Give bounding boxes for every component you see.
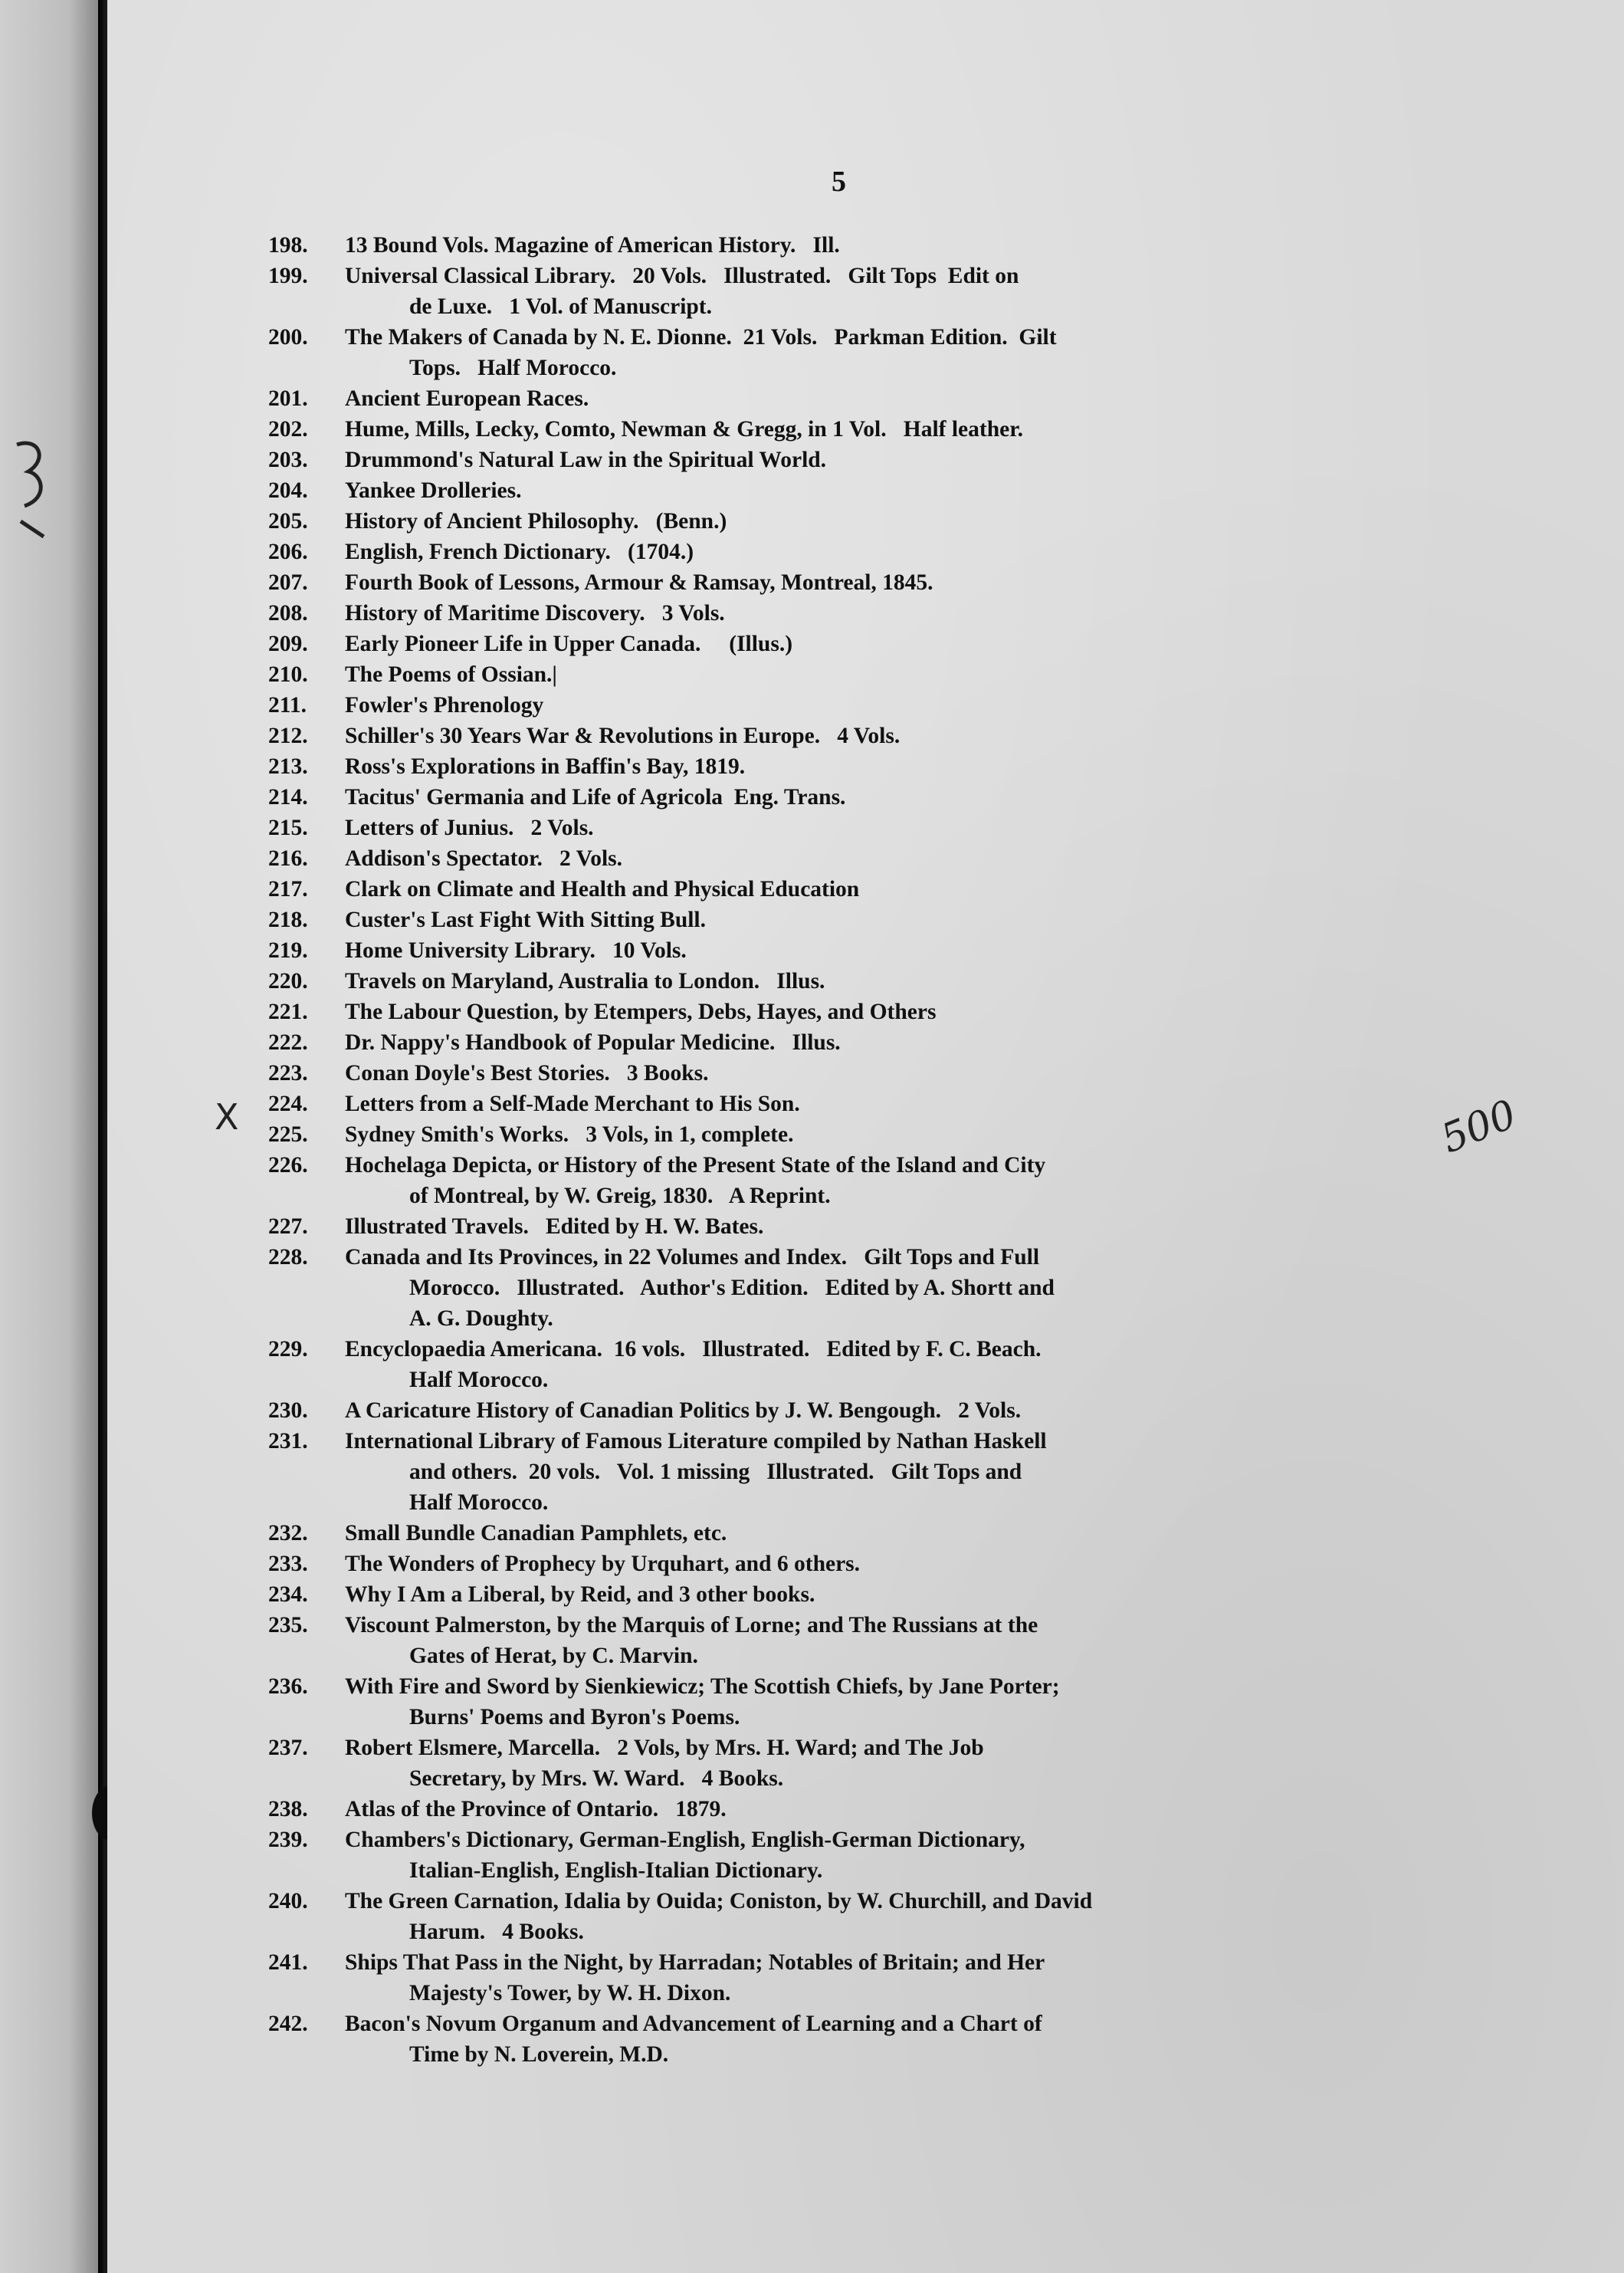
handwritten-x-mark: X bbox=[215, 1096, 239, 1138]
entry-text bbox=[345, 935, 1418, 966]
entry-number: 223. bbox=[268, 1061, 308, 1086]
catalog-entry bbox=[268, 1549, 1418, 1579]
entry-line: Hochelaga Depicta, or History of the Present State of the Island and City bbox=[345, 1153, 1046, 1178]
entry-line: Travels on Maryland, Australia to London. Illus. bbox=[345, 969, 825, 994]
entry-text bbox=[345, 1119, 1418, 1150]
entry-text bbox=[345, 537, 1418, 567]
entry-text bbox=[345, 445, 1418, 475]
entry-number: 230. bbox=[268, 1398, 308, 1423]
entry-text bbox=[345, 1027, 1418, 1058]
entry-text bbox=[345, 1518, 1418, 1549]
entry-text bbox=[345, 997, 1418, 1027]
entry-number: 235. bbox=[268, 1613, 308, 1637]
entry-text bbox=[345, 383, 1418, 414]
entry-line: Clark on Climate and Health and Physical Education bbox=[345, 877, 860, 902]
catalog-entry bbox=[268, 598, 1418, 629]
entry-line: Ships That Pass in the Night, by Harradan; Notables of Britain; and Her bbox=[345, 1950, 1045, 1975]
entry-number: 221. bbox=[268, 1000, 308, 1024]
entry-line: Atlas of the Province of Ontario. 1879. bbox=[345, 1797, 727, 1821]
entry-line: Fowler's Phrenology bbox=[345, 693, 544, 718]
entry-text bbox=[345, 690, 1418, 721]
catalog-list bbox=[268, 230, 1418, 2070]
entry-text bbox=[345, 1395, 1418, 1426]
catalog-entry bbox=[268, 690, 1418, 721]
entry-number: 229. bbox=[268, 1337, 308, 1362]
facing-page-edge bbox=[0, 0, 98, 2273]
catalog-entry bbox=[268, 629, 1418, 659]
catalog-entry bbox=[268, 1671, 1418, 1733]
entry-line: Small Bundle Canadian Pamphlets, etc. bbox=[345, 1521, 727, 1545]
entry-continuation-line: of Montreal, by W. Greig, 1830. A Reprint. bbox=[409, 1184, 831, 1208]
entry-text bbox=[345, 567, 1418, 598]
entry-text bbox=[345, 1150, 1418, 1211]
catalog-entry bbox=[268, 1825, 1418, 1886]
entry-number: 208. bbox=[268, 601, 308, 626]
entry-line: Letters of Junius. 2 Vols. bbox=[345, 816, 594, 840]
catalog-entry bbox=[268, 782, 1418, 813]
catalog-entry bbox=[268, 721, 1418, 751]
catalog-entry bbox=[268, 659, 1418, 690]
entry-number: 234. bbox=[268, 1582, 308, 1607]
entry-number: 214. bbox=[268, 785, 308, 810]
entry-text bbox=[345, 1886, 1418, 1947]
entry-continuation-line: Morocco. Illustrated. Author's Edition. Edited by A. Shortt and bbox=[409, 1276, 1055, 1300]
entry-number: 211. bbox=[268, 693, 307, 718]
entry-number: 202. bbox=[268, 417, 308, 442]
entry-number: 215. bbox=[268, 816, 308, 840]
entry-number: 233. bbox=[268, 1552, 308, 1576]
entry-line: Addison's Spectator. 2 Vols. bbox=[345, 846, 623, 871]
entry-line: Chambers's Dictionary, German-English, English-German Dictionary, bbox=[345, 1828, 1025, 1852]
entry-text bbox=[345, 2009, 1418, 2070]
catalog-entry bbox=[268, 1119, 1418, 1150]
entry-line: Dr. Nappy's Handbook of Popular Medicine. Illus. bbox=[345, 1030, 841, 1055]
entry-line: Ancient European Races. bbox=[345, 386, 589, 411]
entry-line: Drummond's Natural Law in the Spiritual World. bbox=[345, 448, 827, 472]
entry-continuation-line: Gates of Herat, by C. Marvin. bbox=[409, 1644, 698, 1668]
catalog-entry bbox=[268, 966, 1418, 997]
entry-text bbox=[345, 1579, 1418, 1610]
entry-number: 228. bbox=[268, 1245, 308, 1270]
entry-continuation-line: Burns' Poems and Byron's Poems. bbox=[409, 1705, 740, 1729]
entry-number: 238. bbox=[268, 1797, 308, 1821]
entry-line: Universal Classical Library. 20 Vols. Illustrated. Gilt Tops Edit on bbox=[345, 264, 1019, 288]
entry-text bbox=[345, 1426, 1418, 1518]
catalog-entry bbox=[268, 1794, 1418, 1825]
entry-number: 231. bbox=[268, 1429, 308, 1453]
catalog-entry bbox=[268, 751, 1418, 782]
entry-text bbox=[345, 1549, 1418, 1579]
entry-continuation-line: Half Morocco. bbox=[409, 1490, 549, 1515]
catalog-entry bbox=[268, 322, 1418, 383]
entry-continuation-line: Time by N. Loverein, M.D. bbox=[409, 2042, 669, 2067]
entry-continuation-line: Italian-English, English-Italian Dictionary. bbox=[409, 1858, 823, 1883]
entry-text bbox=[345, 1794, 1418, 1825]
catalog-entry bbox=[268, 1089, 1418, 1119]
catalog-entry bbox=[268, 1518, 1418, 1549]
entry-number: 204. bbox=[268, 478, 308, 503]
entry-text bbox=[345, 905, 1418, 935]
entry-text bbox=[345, 322, 1418, 383]
entry-line: Illustrated Travels. Edited by H. W. Bates. bbox=[345, 1214, 764, 1239]
entry-text bbox=[345, 1334, 1418, 1395]
entry-text bbox=[345, 721, 1418, 751]
entry-number: 212. bbox=[268, 724, 308, 748]
entry-line: Conan Doyle's Best Stories. 3 Books. bbox=[345, 1061, 709, 1086]
entry-continuation-line: Tops. Half Morocco. bbox=[409, 356, 617, 380]
entry-line: History of Ancient Philosophy. (Benn.) bbox=[345, 509, 727, 534]
catalog-entry bbox=[268, 1334, 1418, 1395]
entry-line: Fourth Book of Lessons, Armour & Ramsay, Montreal, 1845. bbox=[345, 570, 933, 595]
entry-continuation-line: A. G. Doughty. bbox=[409, 1306, 553, 1331]
page-number: 5 bbox=[832, 166, 846, 198]
entry-text bbox=[345, 1089, 1418, 1119]
entry-continuation-line: and others. 20 vols. Vol. 1 missing Illustrated. Gilt Tops and bbox=[409, 1460, 1022, 1484]
entry-number: 225. bbox=[268, 1122, 308, 1147]
entry-number: 241. bbox=[268, 1950, 308, 1975]
entry-number: 217. bbox=[268, 877, 308, 902]
entry-text bbox=[345, 1610, 1418, 1671]
entry-number: 210. bbox=[268, 662, 308, 687]
catalog-entry bbox=[268, 506, 1418, 537]
catalog-entry bbox=[268, 813, 1418, 843]
entry-number: 216. bbox=[268, 846, 308, 871]
entry-number: 226. bbox=[268, 1153, 308, 1178]
entry-line: Viscount Palmerston, by the Marquis of Lorne; and The Russians at the bbox=[345, 1613, 1038, 1637]
entry-number: 219. bbox=[268, 938, 308, 963]
entry-continuation-line: Secretary, by Mrs. W. Ward. 4 Books. bbox=[409, 1766, 784, 1791]
entry-line: Sydney Smith's Works. 3 Vols, in 1, complete. bbox=[345, 1122, 794, 1147]
entry-line: History of Maritime Discovery. 3 Vols. bbox=[345, 601, 725, 626]
catalog-entry bbox=[268, 1886, 1418, 1947]
entry-number: 227. bbox=[268, 1214, 308, 1239]
entry-text bbox=[345, 414, 1418, 445]
entry-continuation-line: de Luxe. 1 Vol. of Manuscript. bbox=[409, 294, 713, 319]
entry-text bbox=[345, 261, 1418, 322]
entry-line: With Fire and Sword by Sienkiewicz; The Scottish Chiefs, by Jane Porter; bbox=[345, 1674, 1060, 1699]
entry-line: Bacon's Novum Organum and Advancement of Learning and a Chart of bbox=[345, 2012, 1042, 2036]
entry-line: Hume, Mills, Lecky, Comto, Newman & Gregg, in 1 Vol. Half leather. bbox=[345, 417, 1023, 442]
catalog-entry bbox=[268, 1242, 1418, 1334]
entry-line: 13 Bound Vols. Magazine of American History. Ill. bbox=[345, 233, 840, 258]
entry-number: 213. bbox=[268, 754, 308, 779]
entry-text bbox=[345, 1211, 1418, 1242]
entry-text bbox=[345, 751, 1418, 782]
entry-number: 200. bbox=[268, 325, 308, 350]
catalog-entry bbox=[268, 445, 1418, 475]
entry-text bbox=[345, 598, 1418, 629]
entry-text bbox=[345, 659, 1418, 690]
entry-text bbox=[345, 1825, 1418, 1886]
entry-number: 242. bbox=[268, 2012, 308, 2036]
catalog-entry bbox=[268, 1733, 1418, 1794]
handwritten-price-mark: 500 bbox=[1435, 1091, 1523, 1163]
entry-text bbox=[345, 1058, 1418, 1089]
entry-line: Encyclopaedia Americana. 16 vols. Illustrated. Edited by F. C. Beach. bbox=[345, 1337, 1042, 1362]
catalog-entry bbox=[268, 1610, 1418, 1671]
catalog-entry bbox=[268, 843, 1418, 874]
entry-number: 203. bbox=[268, 448, 308, 472]
entry-text bbox=[345, 1671, 1418, 1733]
entry-line: The Green Carnation, Idalia by Ouida; Coniston, by W. Churchill, and David bbox=[345, 1889, 1093, 1913]
entry-number: 239. bbox=[268, 1828, 308, 1852]
catalog-entry bbox=[268, 1426, 1418, 1518]
entry-line: Home University Library. 10 Vols. bbox=[345, 938, 687, 963]
entry-number: 198. bbox=[268, 233, 308, 258]
catalog-entry bbox=[268, 475, 1418, 506]
entry-line: Canada and Its Provinces, in 22 Volumes and Index. Gilt Tops and Full bbox=[345, 1245, 1040, 1270]
entry-line: Letters from a Self-Made Merchant to His Son. bbox=[345, 1092, 800, 1116]
entry-number: 222. bbox=[268, 1030, 308, 1055]
entry-line: The Labour Question, by Etempers, Debs, Hayes, and Others bbox=[345, 1000, 937, 1024]
entry-line: The Makers of Canada by N. E. Dionne. 21 Vols. Parkman Edition. Gilt bbox=[345, 325, 1057, 350]
catalog-entry bbox=[268, 567, 1418, 598]
entry-number: 207. bbox=[268, 570, 308, 595]
entry-number: 201. bbox=[268, 386, 308, 411]
entry-line: English, French Dictionary. (1704.) bbox=[345, 540, 694, 564]
entry-text bbox=[345, 230, 1418, 261]
entry-line: The Poems of Ossian.| bbox=[345, 662, 557, 687]
entry-number: 205. bbox=[268, 509, 308, 534]
entry-text bbox=[345, 506, 1418, 537]
catalog-entry bbox=[268, 997, 1418, 1027]
entry-number: 224. bbox=[268, 1092, 308, 1116]
entry-continuation-line: Half Morocco. bbox=[409, 1368, 549, 1392]
margin-scribble-icon bbox=[9, 429, 55, 552]
entry-text bbox=[345, 1242, 1418, 1334]
entry-number: 220. bbox=[268, 969, 308, 994]
entry-line: Tacitus' Germania and Life of Agricola Eng. Trans. bbox=[345, 785, 846, 810]
catalog-entry bbox=[268, 1211, 1418, 1242]
entry-line: Robert Elsmere, Marcella. 2 Vols, by Mrs. H. Ward; and The Job bbox=[345, 1736, 984, 1760]
entry-text bbox=[345, 843, 1418, 874]
entry-line: Early Pioneer Life in Upper Canada. (Illus.) bbox=[345, 632, 793, 656]
entry-line: Schiller's 30 Years War & Revolutions in Europe. 4 Vols. bbox=[345, 724, 901, 748]
entry-number: 237. bbox=[268, 1736, 308, 1760]
entry-number: 206. bbox=[268, 540, 308, 564]
entry-number: 232. bbox=[268, 1521, 308, 1545]
entry-number: 236. bbox=[268, 1674, 308, 1699]
entry-text bbox=[345, 1733, 1418, 1794]
entry-text bbox=[345, 782, 1418, 813]
catalog-entry bbox=[268, 1027, 1418, 1058]
entry-line: A Caricature History of Canadian Politics by J. W. Bengough. 2 Vols. bbox=[345, 1398, 1022, 1423]
entry-number: 209. bbox=[268, 632, 308, 656]
entry-text bbox=[345, 475, 1418, 506]
entry-line: Custer's Last Fight With Sitting Bull. bbox=[345, 908, 706, 932]
entry-continuation-line: Harum. 4 Books. bbox=[409, 1920, 584, 1944]
entry-text bbox=[345, 966, 1418, 997]
catalog-entry bbox=[268, 537, 1418, 567]
catalog-entry bbox=[268, 1058, 1418, 1089]
catalog-entry bbox=[268, 1579, 1418, 1610]
entry-text bbox=[345, 1947, 1418, 2009]
entry-text bbox=[345, 813, 1418, 843]
entry-line: Yankee Drolleries. bbox=[345, 478, 522, 503]
catalog-entry bbox=[268, 935, 1418, 966]
entry-text bbox=[345, 874, 1418, 905]
entry-line: International Library of Famous Literature compiled by Nathan Haskell bbox=[345, 1429, 1047, 1453]
entry-text bbox=[345, 629, 1418, 659]
entry-line: The Wonders of Prophecy by Urquhart, and 6 others. bbox=[345, 1552, 861, 1576]
catalog-entry bbox=[268, 1150, 1418, 1211]
catalog-entry bbox=[268, 905, 1418, 935]
catalog-entry bbox=[268, 2009, 1418, 2070]
entry-continuation-line: Majesty's Tower, by W. H. Dixon. bbox=[409, 1981, 731, 2005]
catalog-entry bbox=[268, 414, 1418, 445]
entry-line: Ross's Explorations in Baffin's Bay, 1819. bbox=[345, 754, 746, 779]
catalog-entry bbox=[268, 261, 1418, 322]
entry-number: 199. bbox=[268, 264, 308, 288]
catalog-entry bbox=[268, 1947, 1418, 2009]
catalog-entry bbox=[268, 1395, 1418, 1426]
catalog-entry bbox=[268, 874, 1418, 905]
entry-number: 240. bbox=[268, 1889, 308, 1913]
entry-line: Why I Am a Liberal, by Reid, and 3 other books. bbox=[345, 1582, 815, 1607]
catalog-entry bbox=[268, 383, 1418, 414]
entry-number: 218. bbox=[268, 908, 308, 932]
catalog-entry bbox=[268, 230, 1418, 261]
